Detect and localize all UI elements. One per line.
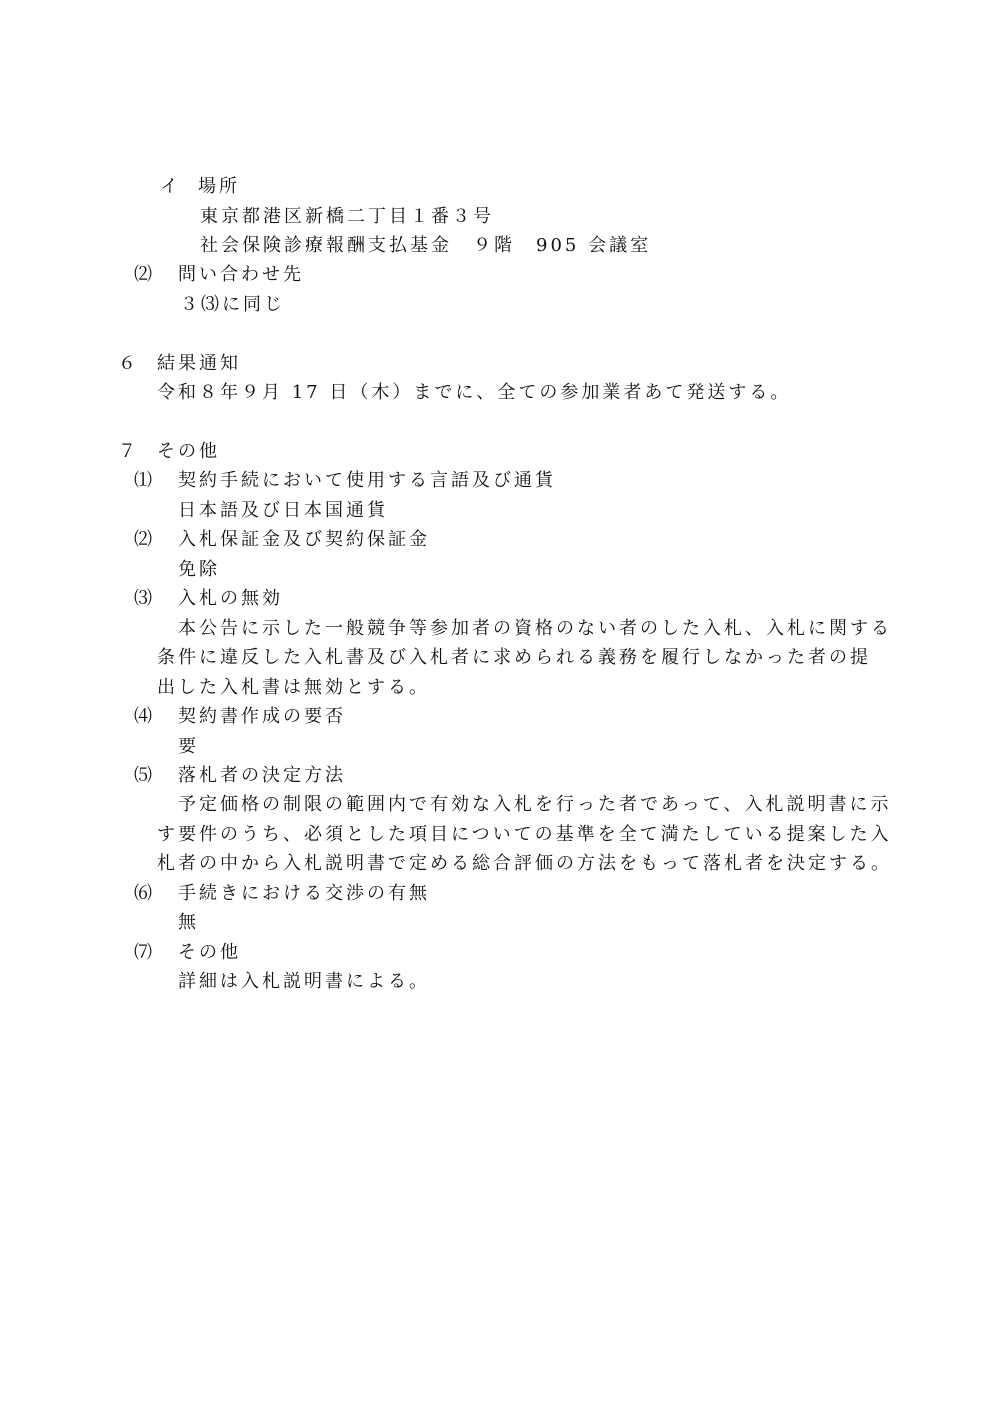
item-6-title: 手続きにおける交渉の有無 (178, 883, 430, 904)
section-6-heading (0, 349, 1000, 379)
item-1-text: 日本語及び日本国通貨 (178, 500, 388, 521)
item-4-marker: ⑷ (134, 706, 152, 727)
item-3-body-line-2 (0, 643, 1000, 673)
item-3-title: 入札の無効 (178, 588, 283, 609)
section-6-text: 令和８年９月 17 日（木）までに、全ての参加業者あて発送する。 (157, 382, 792, 403)
subsection-2-body (0, 290, 1000, 320)
item-6-heading (0, 879, 1000, 909)
item-3-body-line-3 (0, 673, 1000, 703)
item-2-heading (0, 525, 1000, 555)
item-5-heading (0, 761, 1000, 791)
item-2-text: 免除 (178, 559, 220, 580)
item-3-text-2: 条件に違反した入札書及び入札者に求められる義務を履行しなかった者の提 (157, 647, 871, 668)
item-7-title: その他 (178, 942, 241, 963)
item-5-marker: ⑸ (134, 765, 152, 786)
item-5-text-1: 予定価格の制限の範囲内で有効な入札を行った者であって、入札説明書に示 (178, 794, 892, 815)
item-6-body (0, 908, 1000, 938)
item-4-heading (0, 702, 1000, 732)
item-3-heading (0, 584, 1000, 614)
section-7-number: ７ (118, 441, 136, 462)
item-7-body (0, 967, 1000, 997)
item-5-body-line-1 (0, 790, 1000, 820)
item-3-text-3: 出した入札書は無効とする。 (157, 677, 430, 698)
item-1-title: 契約手続において使用する言語及び通貨 (178, 470, 556, 491)
item-5-text-2: す要件のうち、必須とした項目についての基準を全て満たしている提案した入 (157, 824, 892, 845)
section-6-body (0, 378, 1000, 408)
item-2-title: 入札保証金及び契約保証金 (178, 529, 430, 550)
item-5-body-line-2 (0, 820, 1000, 850)
room-text: 社会保険診療報酬支払基金 ９階 905 会議室 (200, 235, 652, 256)
item-4-title: 契約書作成の要否 (178, 706, 346, 727)
address-line (0, 202, 1000, 232)
subsection-2-marker: ⑵ (134, 264, 152, 285)
item-i-marker: イ (160, 176, 181, 197)
item-1-marker: ⑴ (134, 470, 152, 491)
item-1-body (0, 496, 1000, 526)
item-3-text-1: 本公告に示した一般競争等参加者の資格のない者のした入札、入札に関する (178, 618, 892, 639)
subsection-2-text: ３⑶に同じ (180, 294, 285, 315)
item-1-heading (0, 466, 1000, 496)
item-i-title: 場所 (198, 176, 240, 197)
item-6-marker: ⑹ (134, 883, 152, 904)
item-4-body (0, 732, 1000, 762)
item-6-text: 無 (178, 912, 199, 933)
item-2-body (0, 555, 1000, 585)
item-5-text-3: 札者の中から入札説明書で定める総合評価の方法をもって落札者を決定する。 (157, 853, 892, 874)
item-2-marker: ⑵ (134, 529, 152, 550)
subsection-2-heading (0, 260, 1000, 290)
item-3-body-line-1 (0, 614, 1000, 644)
room-line (0, 231, 1000, 261)
section-6-title: 結果通知 (157, 353, 241, 374)
item-7-text: 詳細は入札説明書による。 (178, 971, 430, 992)
item-5-title: 落札者の決定方法 (178, 765, 346, 786)
item-i-heading (0, 172, 1000, 202)
section-6-number: ６ (118, 353, 136, 374)
item-7-heading (0, 938, 1000, 968)
item-4-text: 要 (178, 736, 199, 757)
item-5-body-line-3 (0, 849, 1000, 879)
item-3-marker: ⑶ (134, 588, 152, 609)
item-7-marker: ⑺ (134, 942, 152, 963)
subsection-2-title: 問い合わせ先 (178, 264, 304, 285)
address-text: 東京都港区新橋二丁目１番３号 (200, 206, 494, 227)
section-7-heading (0, 437, 1000, 467)
section-7-title: その他 (157, 441, 220, 462)
